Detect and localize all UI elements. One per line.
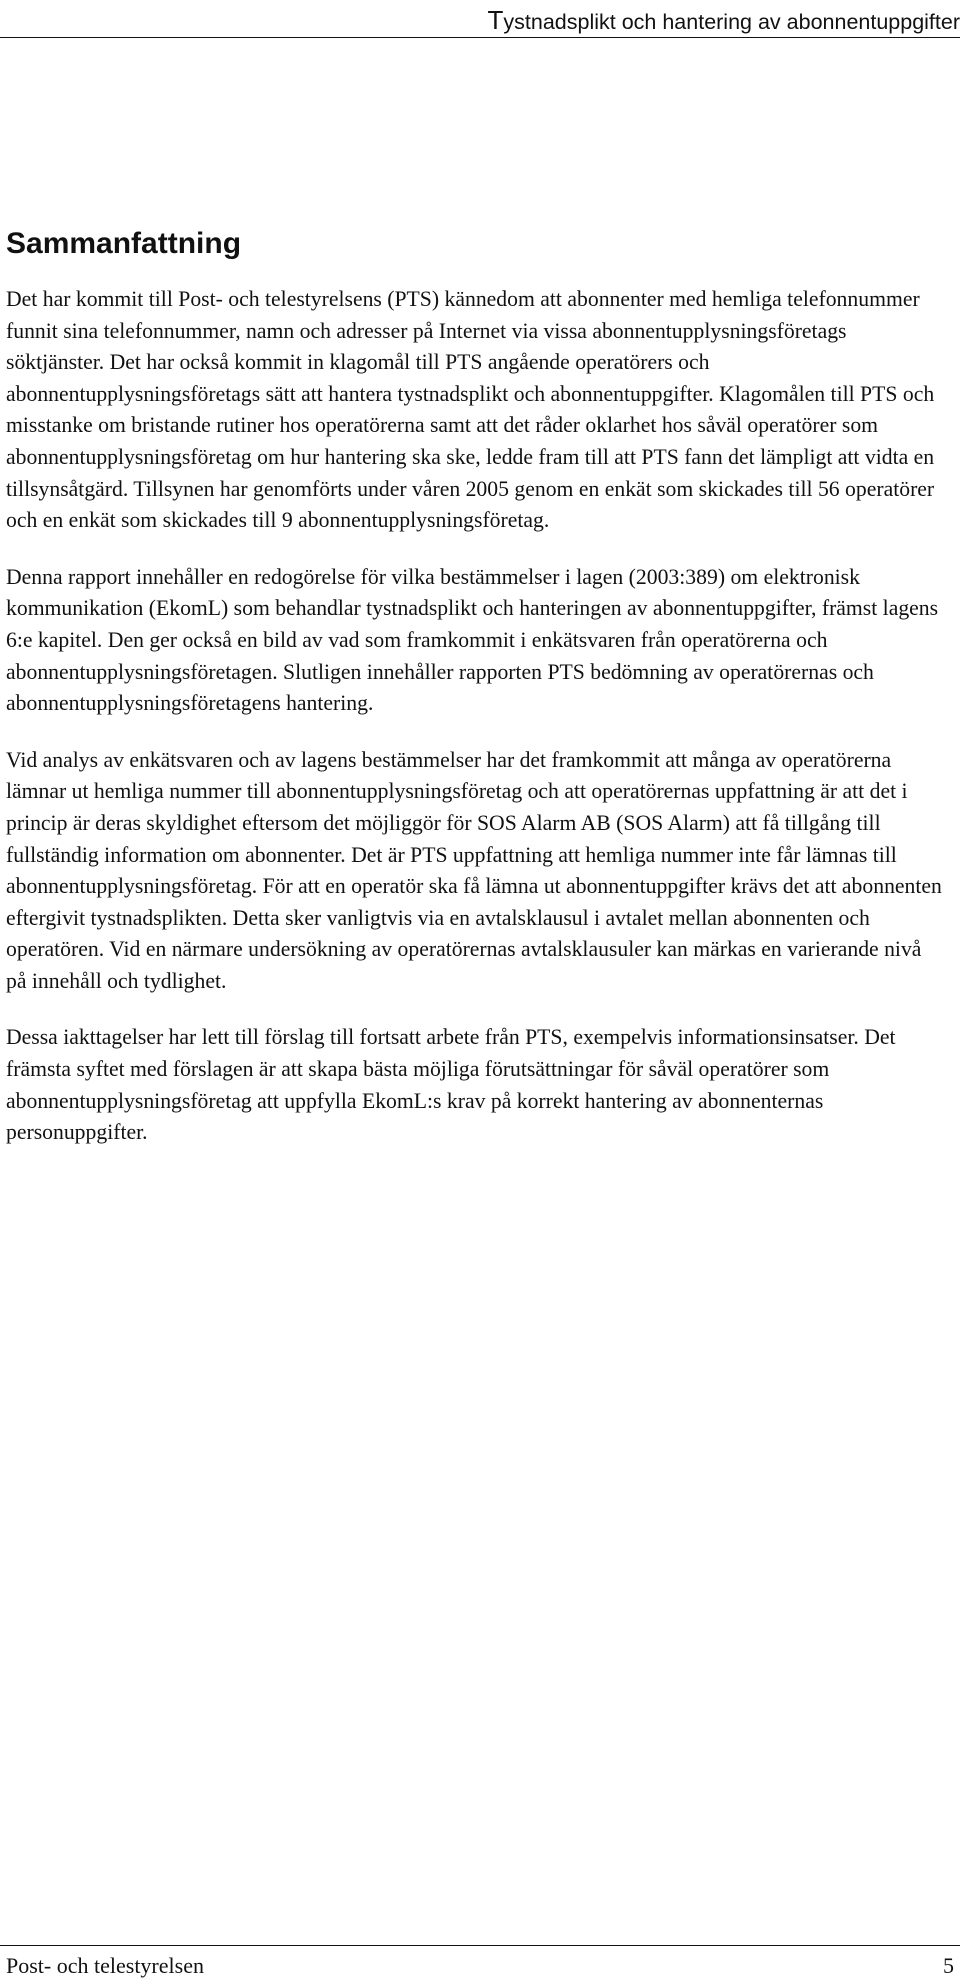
page-footer bbox=[0, 1945, 960, 1985]
section-body bbox=[6, 284, 946, 1149]
running-header-title: ystnadsplikt och hantering av abonnentuppgifter bbox=[503, 10, 960, 34]
paragraph-1: Det har kommit till Post- och telestyrelsens (PTS) kännedom att abonnenter med hemliga telefonnummer funnit sina telefonnummer, namn och adresser på Internet via vissa abonnentupplysningsföretags söktjänster. Det har också kommit in klagomål till PTS angående operatörers och abonnentupplysningsföretags sätt att hantera tystnadsplikt och abonnentuppgifter. Klagomålen till PTS och misstanke om bristande rutiner hos operatörerna samt att det råder oklarhet hos såväl operatörer som abonnentupplysningsföretag om hur hantering ska ske, ledde fram till att PTS fann det lämpligt att vidta en tillsynsåtgärd. Tillsynen har genomförts under våren 2005 genom en enkät som skickades till 56 operatörer och en enkät som skickades till 9 abonnentupplysningsföretag. bbox=[6, 287, 935, 533]
paragraph-4: Dessa iakttagelser har lett till förslag till fortsatt arbete från PTS, exempelvis informationsinsatser. Det främsta syftet med förslagen är att skapa bästa möjliga förutsättningar för såväl operatörer som abonnentupplysningsföretag att uppfylla EkomL:s krav på korrekt hantering av abonnenternas personuppgifter. bbox=[6, 1025, 896, 1145]
page-number: 5 bbox=[943, 1953, 954, 1978]
main-content bbox=[6, 222, 946, 1174]
paragraph-3: Vid analys av enkätsvaren och av lagens bestämmelser har det framkommit att många av operatörerna lämnar ut hemliga nummer till abonnentupplysningsföretag och att operatörernas uppfattning är att det i princip är deras skyldighet eftersom det möjliggör för SOS Alarm AB (SOS Alarm) att få tillgång till fullständig information om abonnenter. Det är PTS uppfattning att hemliga nummer inte får lämnas till abonnentupplysningsföretag. För att en operatör ska få lämna ut abonnentuppgifter krävs det att abonnenten eftergivit tystnadsplikten. Detta sker vanligtvis via en avtalsklausul i avtalet mellan abonnenten och operatören. Vid en närmare undersökning av operatörernas avtalsklausuler kan märkas en varierande nivå på innehåll och tydlighet. bbox=[6, 747, 942, 993]
section-title: Sammanfattning bbox=[6, 227, 242, 260]
running-header bbox=[0, 2, 960, 38]
footer-publisher: Post- och telestyrelsen bbox=[6, 1953, 204, 1978]
running-header-initial: T bbox=[487, 5, 504, 35]
paragraph-2: Denna rapport innehåller en redogörelse för vilka bestämmelser i lagen (2003:389) om elektronisk kommunikation (EkomL) som behandlar tystnadsplikt och hanteringen av abonnentuppgifter, främst lagens 6:e kapitel. Den ger också en bild av vad som framkommit i enkätsvaren från operatörerna och abonnentupplysningsföretagen. Slutligen innehåller rapporten PTS bedömning av operatörernas och abonnentupplysningsföretagens hantering. bbox=[6, 564, 939, 716]
